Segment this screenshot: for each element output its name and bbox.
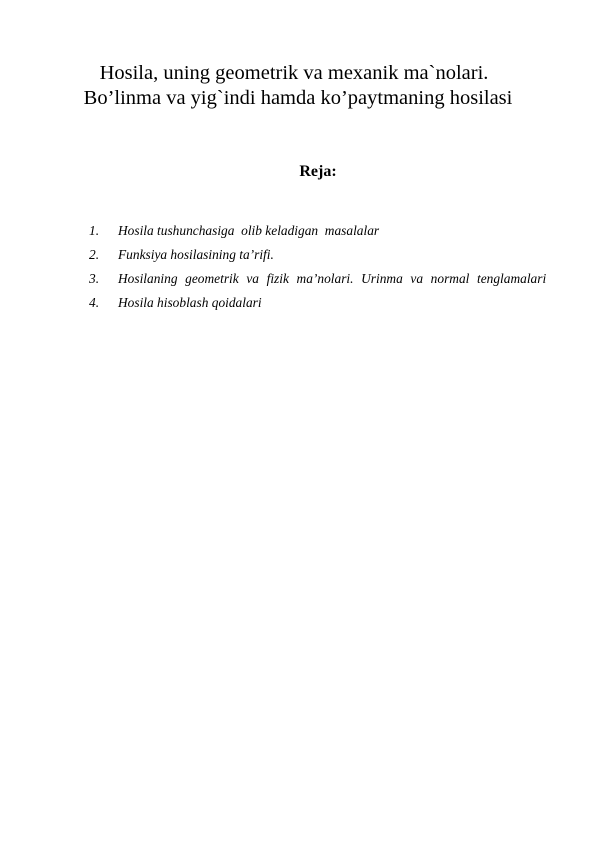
plan-item-text: Hosila hisoblash qoidalari [118, 295, 262, 310]
plan-item-number: 3. [89, 271, 100, 286]
plan-item-1 [89, 219, 553, 242]
plan-item-number: 4. [89, 295, 100, 310]
plan-item-text: Funksiya hosilasining ta’rifi. [118, 247, 274, 262]
title-line-2: Bo’linma va yig`indi hamda ko’paytmaning hosilasi [83, 87, 513, 109]
plan-item-text: Hosilaning geometrik va fizik ma’nolari. Urinma va normal tenglamalari [118, 271, 547, 286]
title-line-1: Hosila, uning geometrik va mexanik ma`nolari. [99, 62, 489, 84]
plan-item-4 [89, 291, 553, 314]
plan-item-3 [89, 267, 553, 290]
plan-heading: Reja: [299, 163, 337, 180]
plan-list [89, 219, 553, 315]
plan-item-text: Hosila tushunchasiga olib keladigan masalalar [118, 223, 380, 238]
plan-item-number: 2. [89, 247, 100, 262]
plan-item-number: 1. [89, 223, 100, 238]
plan-item-2 [89, 243, 553, 266]
